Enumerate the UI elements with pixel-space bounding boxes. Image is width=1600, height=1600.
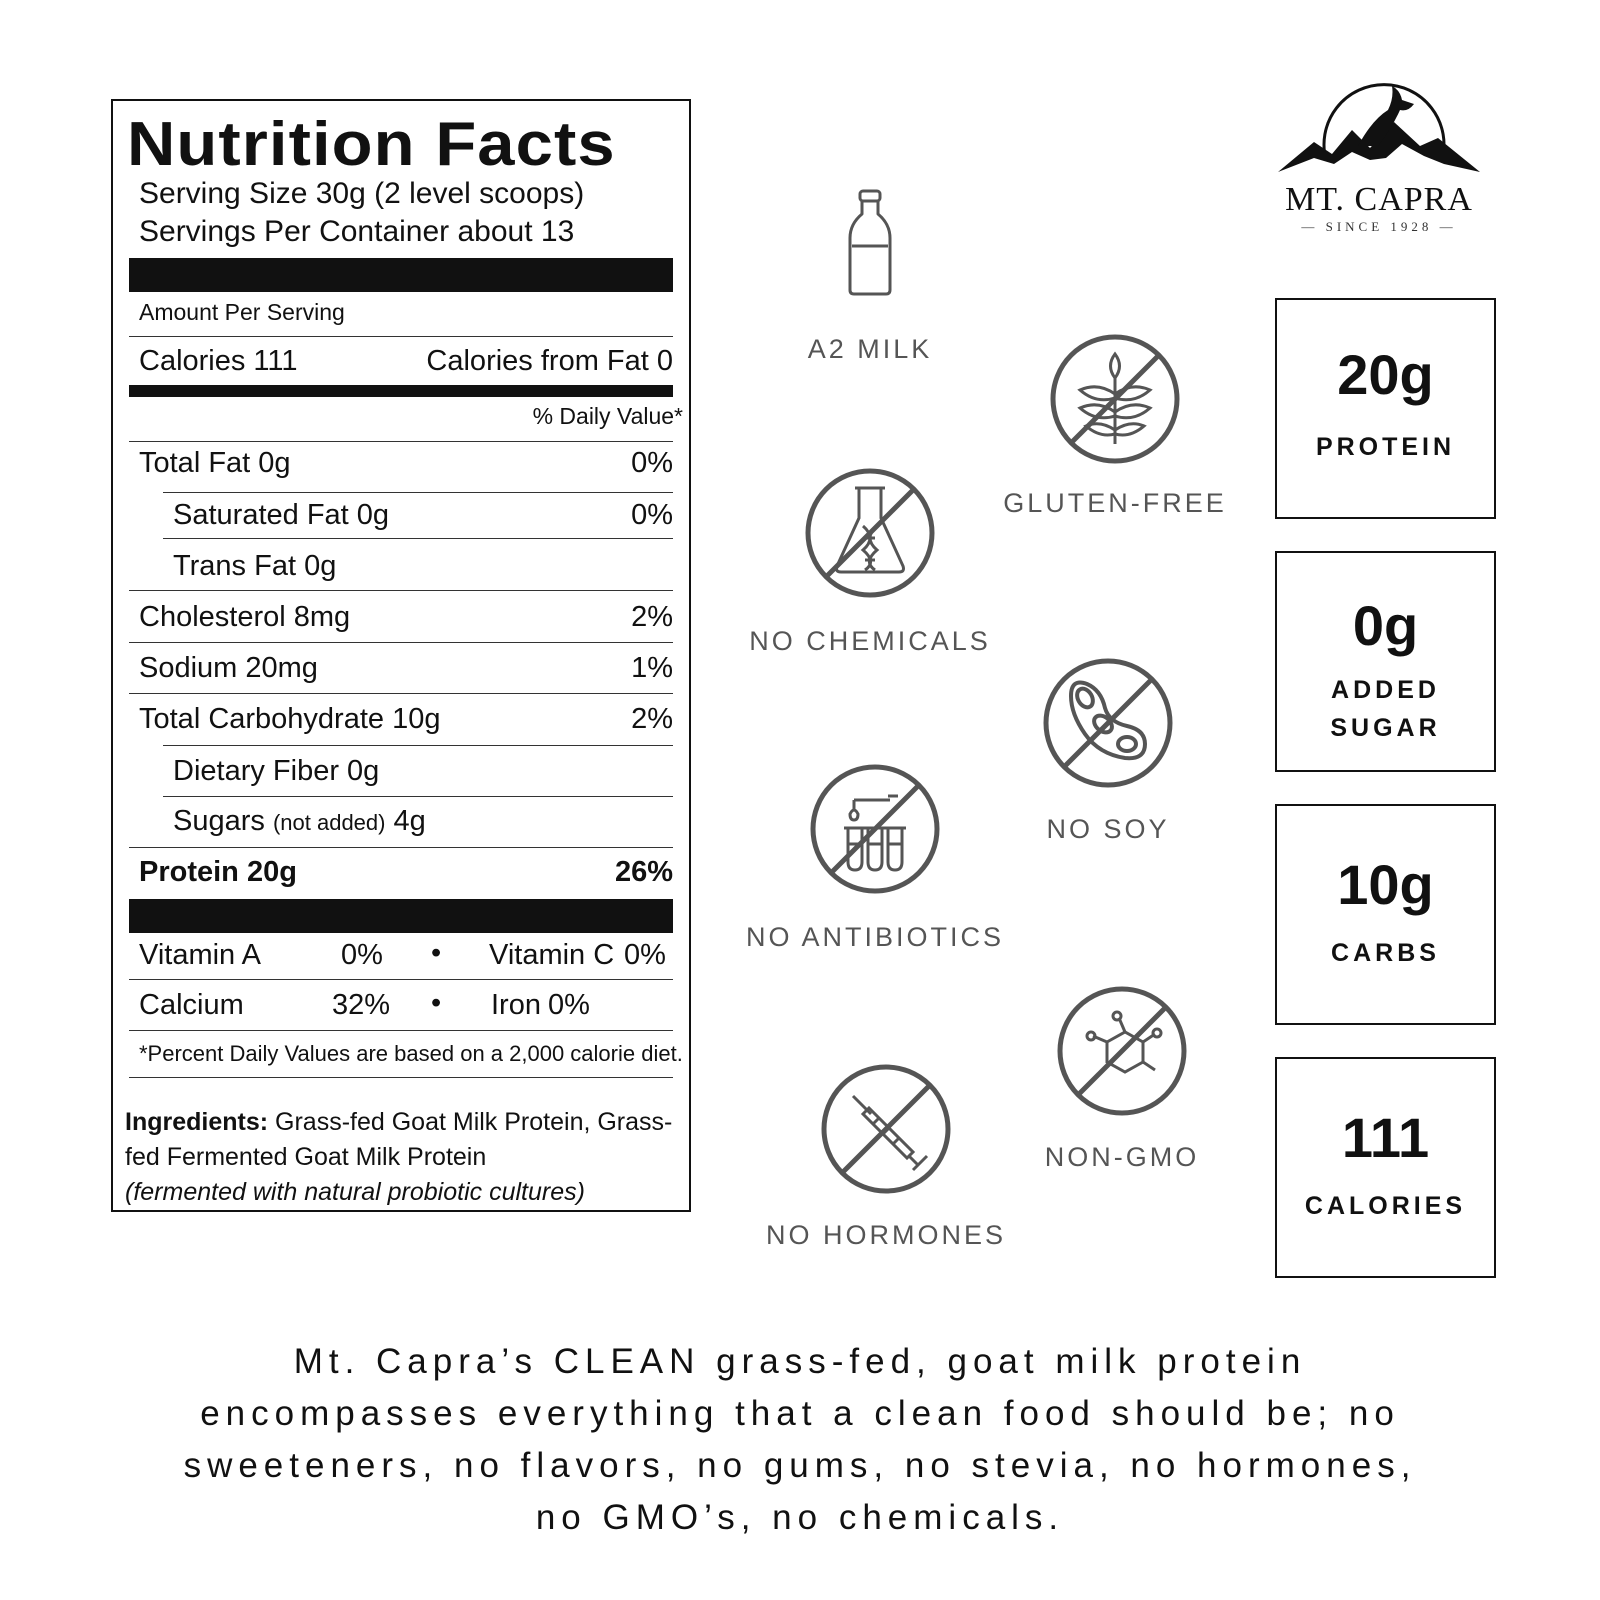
logo-since: — SINCE 1928 — [1301,219,1457,234]
nutrient-row-protein [139,856,673,889]
iron-value: 0% [548,989,590,1021]
divider [129,1030,673,1031]
nutrient-dv: 2% [631,601,673,633]
nutrient-dv: 0% [631,499,673,531]
nutrient-label: Trans Fat 0g [173,550,337,582]
sugars-note: (not added) [272,810,386,835]
nutrition-title: Nutrition Facts [127,110,616,179]
goat-mountain-logo-icon [1274,60,1484,180]
stat-label: CALORIES [1304,1192,1467,1220]
nutrient-row-sodium [139,652,673,685]
badge-no-chemicals [745,466,995,657]
nutrient-row-saturated-fat [173,499,673,532]
divider [129,336,673,337]
calories-from-fat: Calories from Fat 0 [426,345,673,377]
nutrient-row-total-carbohydrate [139,703,673,736]
test-tubes-icon [808,762,942,896]
badge-no-antibiotics [745,762,1005,953]
tagline-line: sweeteners, no flavors, no gums, no stevia, no hormones, [183,1446,1417,1485]
mt-capra-logo [1274,60,1484,235]
nutrient-dv: 0% [631,447,673,479]
nutrient-label: Saturated Fat 0g [173,499,390,531]
amount-per-serving: Amount Per Serving [139,299,345,325]
stat-label-line: ADDED [1331,676,1440,704]
stat-box-calories [1275,1057,1496,1278]
bullet: • [431,987,442,1019]
daily-value-footnote: *Percent Daily Values are based on a 2,000 calorie diet. [139,1041,683,1066]
divider [163,796,673,797]
nutrient-row-trans-fat [173,550,673,583]
servings-per-container: Servings Per Container about 13 [139,215,575,248]
divider [129,642,673,643]
nutrient-row-total-fat [139,447,673,480]
divider [163,538,673,539]
divider [129,590,673,591]
stat-value: 10g [1337,853,1434,916]
soybean-icon [1041,656,1175,790]
badge-label: A2 MILK [807,334,933,364]
syringe-icon [819,1062,953,1196]
sugars-value: 4g [393,805,426,837]
molecule-icon [1055,984,1189,1118]
ingredients [125,1105,677,1210]
nutrient-dv: 26% [614,856,673,888]
vitamin-c-value: 0% [624,939,666,971]
nutrient-label: Sodium 20mg [139,652,318,684]
tagline [100,1336,1500,1544]
stat-value: 0g [1352,594,1419,657]
daily-value-header: % Daily Value* [532,403,683,429]
nutrient-label: Dietary Fiber 0g [173,755,380,787]
nutrient-label: Total Carbohydrate 10g [139,703,441,735]
stat-label [1277,671,1494,747]
nutrient-label: Cholesterol 8mg [139,601,351,633]
stat-box-protein [1275,298,1496,519]
nutrient-label: Protein 20g [139,856,297,888]
ingredients-label: Ingredients: [125,1108,269,1136]
wheat-icon [1048,332,1182,466]
divider [129,979,673,980]
badge-label: NON-GMO [1044,1142,1200,1172]
divider [163,745,673,746]
divider [163,492,673,493]
vitamin-a-value: 0% [341,939,383,971]
tagline-line: Mt. Capra’s CLEAN grass-fed, goat milk protein [293,1342,1307,1381]
stat-label-line: SUGAR [1330,714,1441,742]
badge-gluten-free [990,332,1240,519]
calories-label: Calories 111 [139,345,298,377]
ingredients-text: Grass-fed Goat Milk Protein, Grass-fed Fermented Goat Milk Protein [125,1108,673,1171]
medium-divider [129,385,673,397]
vitamin-c-label: Vitamin C [489,939,615,971]
logo-name: MT. CAPRA [1285,181,1473,218]
nutrient-label: Total Fat 0g [139,447,291,479]
stat-value: 20g [1337,343,1434,406]
divider [129,441,673,442]
divider [129,1077,673,1078]
badge-a2-milk [745,188,995,365]
badge-no-soy [983,656,1233,845]
badge-label: NO ANTIBIOTICS [745,922,1005,952]
thick-divider [129,899,673,933]
nutrient-row-sugars [173,805,673,838]
badge-non-gmo [997,984,1247,1173]
serving-size: Serving Size 30g (2 level scoops) [139,177,585,210]
nutrient-dv: 2% [631,703,673,735]
badge-label: NO CHEMICALS [749,626,991,656]
stat-label: PROTEIN [1315,433,1456,461]
badge-label: GLUTEN-FREE [1003,488,1227,518]
badge-label: NO SOY [1046,814,1170,844]
logo-since-text: SINCE 1928 [1325,219,1433,234]
calories-row [139,345,673,378]
divider [129,847,673,848]
calcium-value: 32% [332,989,391,1021]
iron-label: Iron [491,989,541,1021]
nutrient-label: Sugars [173,805,265,837]
nutrition-facts-label [111,99,691,1212]
stat-value: 111 [1341,1106,1430,1169]
stat-label: CARBS [1331,939,1440,967]
stat-box-added-sugar [1275,551,1496,772]
stat-box-carbs [1275,804,1496,1025]
calcium-label: Calcium [139,989,244,1021]
badge-label: NO HORMONES [765,1220,1006,1250]
divider [129,693,673,694]
badge-no-hormones [756,1062,1016,1251]
bullet: • [431,937,442,969]
vitamin-a-label: Vitamin A [139,939,261,971]
nutrient-row-cholesterol [139,601,673,634]
tagline-line: no GMO’s, no chemicals. [535,1498,1065,1537]
milk-bottle-icon [840,188,900,298]
nutrient-row-dietary-fiber [173,755,673,788]
nutrient-dv: 1% [631,652,673,684]
thick-divider [129,258,673,292]
tagline-line: encompasses everything that a clean food should be; no [200,1394,1400,1433]
chemistry-flask-icon [803,466,937,600]
ingredients-note: (fermented with natural probiotic cultures) [125,1178,585,1206]
